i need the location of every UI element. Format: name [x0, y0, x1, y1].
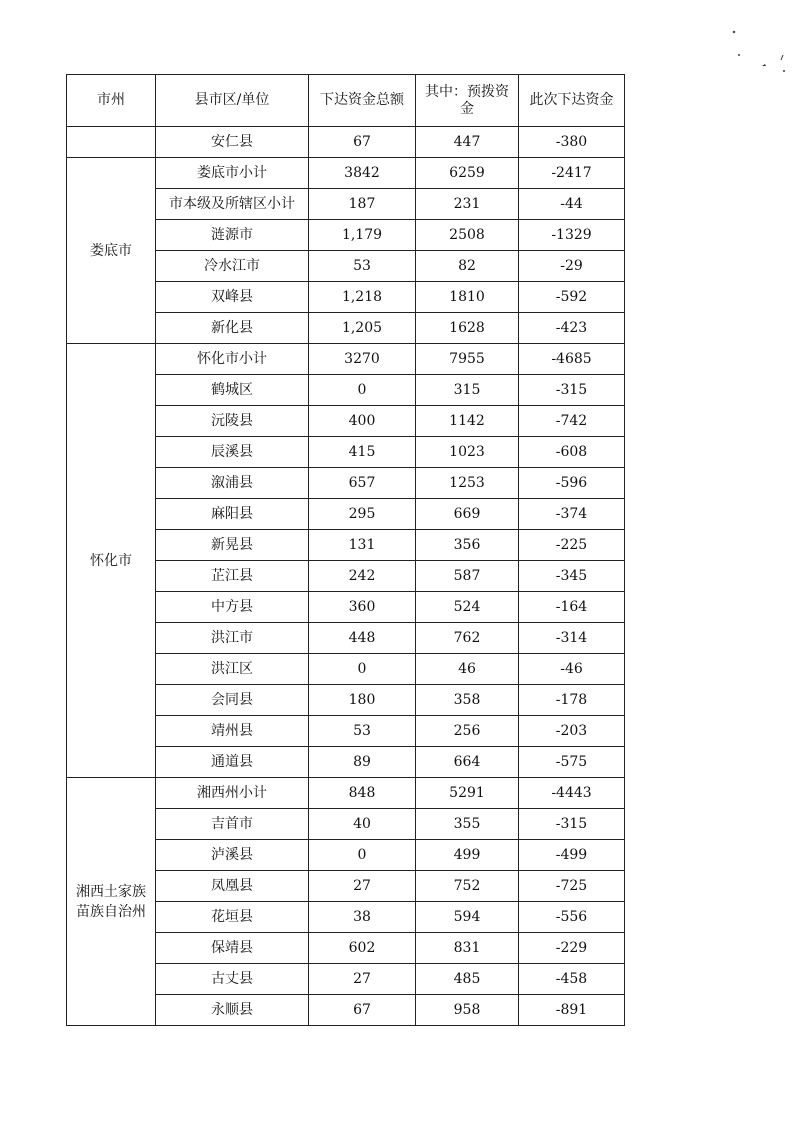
current-cell: -164	[519, 592, 625, 623]
unit-cell: 涟源市	[156, 220, 309, 251]
current-cell: -380	[519, 127, 625, 158]
unit-cell: 吉首市	[156, 809, 309, 840]
prealloc-cell: 485	[416, 964, 519, 995]
current-cell: -203	[519, 716, 625, 747]
header-prealloc: 其中：预拨资金	[416, 75, 519, 127]
total-cell: 1,205	[309, 313, 416, 344]
unit-cell: 新晃县	[156, 530, 309, 561]
unit-cell: 怀化市小计	[156, 344, 309, 375]
prealloc-cell: 355	[416, 809, 519, 840]
city-cell	[67, 127, 156, 158]
unit-cell: 中方县	[156, 592, 309, 623]
current-cell: -314	[519, 623, 625, 654]
current-cell: -315	[519, 809, 625, 840]
total-cell: 295	[309, 499, 416, 530]
prealloc-cell: 46	[416, 654, 519, 685]
unit-cell: 会同县	[156, 685, 309, 716]
unit-cell: 通道县	[156, 747, 309, 778]
prealloc-cell: 447	[416, 127, 519, 158]
prealloc-cell: 594	[416, 902, 519, 933]
current-cell: -345	[519, 561, 625, 592]
city-name: 怀化市	[90, 552, 132, 569]
current-cell: -458	[519, 964, 625, 995]
total-cell: 131	[309, 530, 416, 561]
current-cell: -315	[519, 375, 625, 406]
total-cell: 3270	[309, 344, 416, 375]
total-cell: 53	[309, 251, 416, 282]
current-cell: -46	[519, 654, 625, 685]
prealloc-cell: 7955	[416, 344, 519, 375]
total-cell: 3842	[309, 158, 416, 189]
current-cell: -596	[519, 468, 625, 499]
unit-cell: 花垣县	[156, 902, 309, 933]
table-row	[67, 158, 625, 189]
unit-cell: 麻阳县	[156, 499, 309, 530]
unit-cell: 鹤城区	[156, 375, 309, 406]
prealloc-cell: 1628	[416, 313, 519, 344]
unit-cell: 市本级及所辖区小计	[156, 189, 309, 220]
total-cell: 67	[309, 995, 416, 1026]
prealloc-cell: 82	[416, 251, 519, 282]
prealloc-cell: 1142	[416, 406, 519, 437]
current-cell: -178	[519, 685, 625, 716]
total-cell: 27	[309, 964, 416, 995]
prealloc-cell: 499	[416, 840, 519, 871]
prealloc-cell: 358	[416, 685, 519, 716]
total-cell: 67	[309, 127, 416, 158]
prealloc-cell: 5291	[416, 778, 519, 809]
current-cell: -499	[519, 840, 625, 871]
total-cell: 448	[309, 623, 416, 654]
current-cell: -4685	[519, 344, 625, 375]
header-unit: 县市区/单位	[156, 75, 309, 127]
total-cell: 242	[309, 561, 416, 592]
total-cell: 1,218	[309, 282, 416, 313]
header-total: 下达资金总额	[309, 75, 416, 127]
city-cell	[67, 778, 156, 1026]
header-current: 此次下达资金	[519, 75, 625, 127]
current-cell: -225	[519, 530, 625, 561]
table-row	[67, 344, 625, 375]
current-cell: -575	[519, 747, 625, 778]
total-cell: 1,179	[309, 220, 416, 251]
current-cell: -29	[519, 251, 625, 282]
prealloc-cell: 231	[416, 189, 519, 220]
total-cell: 0	[309, 654, 416, 685]
prealloc-cell: 1253	[416, 468, 519, 499]
current-cell: -556	[519, 902, 625, 933]
prealloc-cell: 315	[416, 375, 519, 406]
unit-cell: 冷水江市	[156, 251, 309, 282]
header-city: 市州	[67, 75, 156, 127]
city-name: 娄底市	[90, 242, 132, 259]
unit-cell: 娄底市小计	[156, 158, 309, 189]
total-cell: 415	[309, 437, 416, 468]
table-row	[67, 127, 625, 158]
prealloc-cell: 831	[416, 933, 519, 964]
current-cell: -423	[519, 313, 625, 344]
current-cell: -374	[519, 499, 625, 530]
current-cell: -725	[519, 871, 625, 902]
unit-cell: 泸溪县	[156, 840, 309, 871]
current-cell: -4443	[519, 778, 625, 809]
city-cell	[67, 344, 156, 778]
table-body	[67, 127, 625, 1026]
total-cell: 400	[309, 406, 416, 437]
unit-cell: 双峰县	[156, 282, 309, 313]
unit-cell: 古丈县	[156, 964, 309, 995]
unit-cell: 芷江县	[156, 561, 309, 592]
total-cell: 602	[309, 933, 416, 964]
total-cell: 40	[309, 809, 416, 840]
prealloc-cell: 2508	[416, 220, 519, 251]
unit-cell: 靖州县	[156, 716, 309, 747]
current-cell: -592	[519, 282, 625, 313]
unit-cell: 凤凰县	[156, 871, 309, 902]
total-cell: 89	[309, 747, 416, 778]
prealloc-cell: 587	[416, 561, 519, 592]
prealloc-cell: 669	[416, 499, 519, 530]
prealloc-cell: 752	[416, 871, 519, 902]
total-cell: 53	[309, 716, 416, 747]
unit-cell: 永顺县	[156, 995, 309, 1026]
current-cell: -891	[519, 995, 625, 1026]
total-cell: 848	[309, 778, 416, 809]
total-cell: 27	[309, 871, 416, 902]
current-cell: -1329	[519, 220, 625, 251]
unit-cell: 安仁县	[156, 127, 309, 158]
current-cell: -2417	[519, 158, 625, 189]
unit-cell: 沅陵县	[156, 406, 309, 437]
total-cell: 0	[309, 840, 416, 871]
current-cell: -742	[519, 406, 625, 437]
total-cell: 0	[309, 375, 416, 406]
unit-cell: 保靖县	[156, 933, 309, 964]
unit-cell: 洪江市	[156, 623, 309, 654]
unit-cell: 新化县	[156, 313, 309, 344]
prealloc-cell: 356	[416, 530, 519, 561]
total-cell: 38	[309, 902, 416, 933]
unit-cell: 洪江区	[156, 654, 309, 685]
total-cell: 657	[309, 468, 416, 499]
prealloc-cell: 664	[416, 747, 519, 778]
prealloc-cell: 762	[416, 623, 519, 654]
prealloc-cell: 958	[416, 995, 519, 1026]
table-row	[67, 778, 625, 809]
total-cell: 187	[309, 189, 416, 220]
total-cell: 180	[309, 685, 416, 716]
unit-cell: 辰溪县	[156, 437, 309, 468]
prealloc-cell: 1023	[416, 437, 519, 468]
header-row	[67, 75, 625, 127]
unit-cell: 湘西州小计	[156, 778, 309, 809]
city-cell	[67, 158, 156, 344]
city-name: 湘西土家族苗族自治州	[76, 883, 146, 920]
prealloc-cell: 524	[416, 592, 519, 623]
prealloc-cell: 256	[416, 716, 519, 747]
funding-table	[66, 74, 625, 1026]
current-cell: -229	[519, 933, 625, 964]
total-cell: 360	[309, 592, 416, 623]
unit-cell: 溆浦县	[156, 468, 309, 499]
prealloc-cell: 6259	[416, 158, 519, 189]
current-cell: -608	[519, 437, 625, 468]
prealloc-cell: 1810	[416, 282, 519, 313]
current-cell: -44	[519, 189, 625, 220]
